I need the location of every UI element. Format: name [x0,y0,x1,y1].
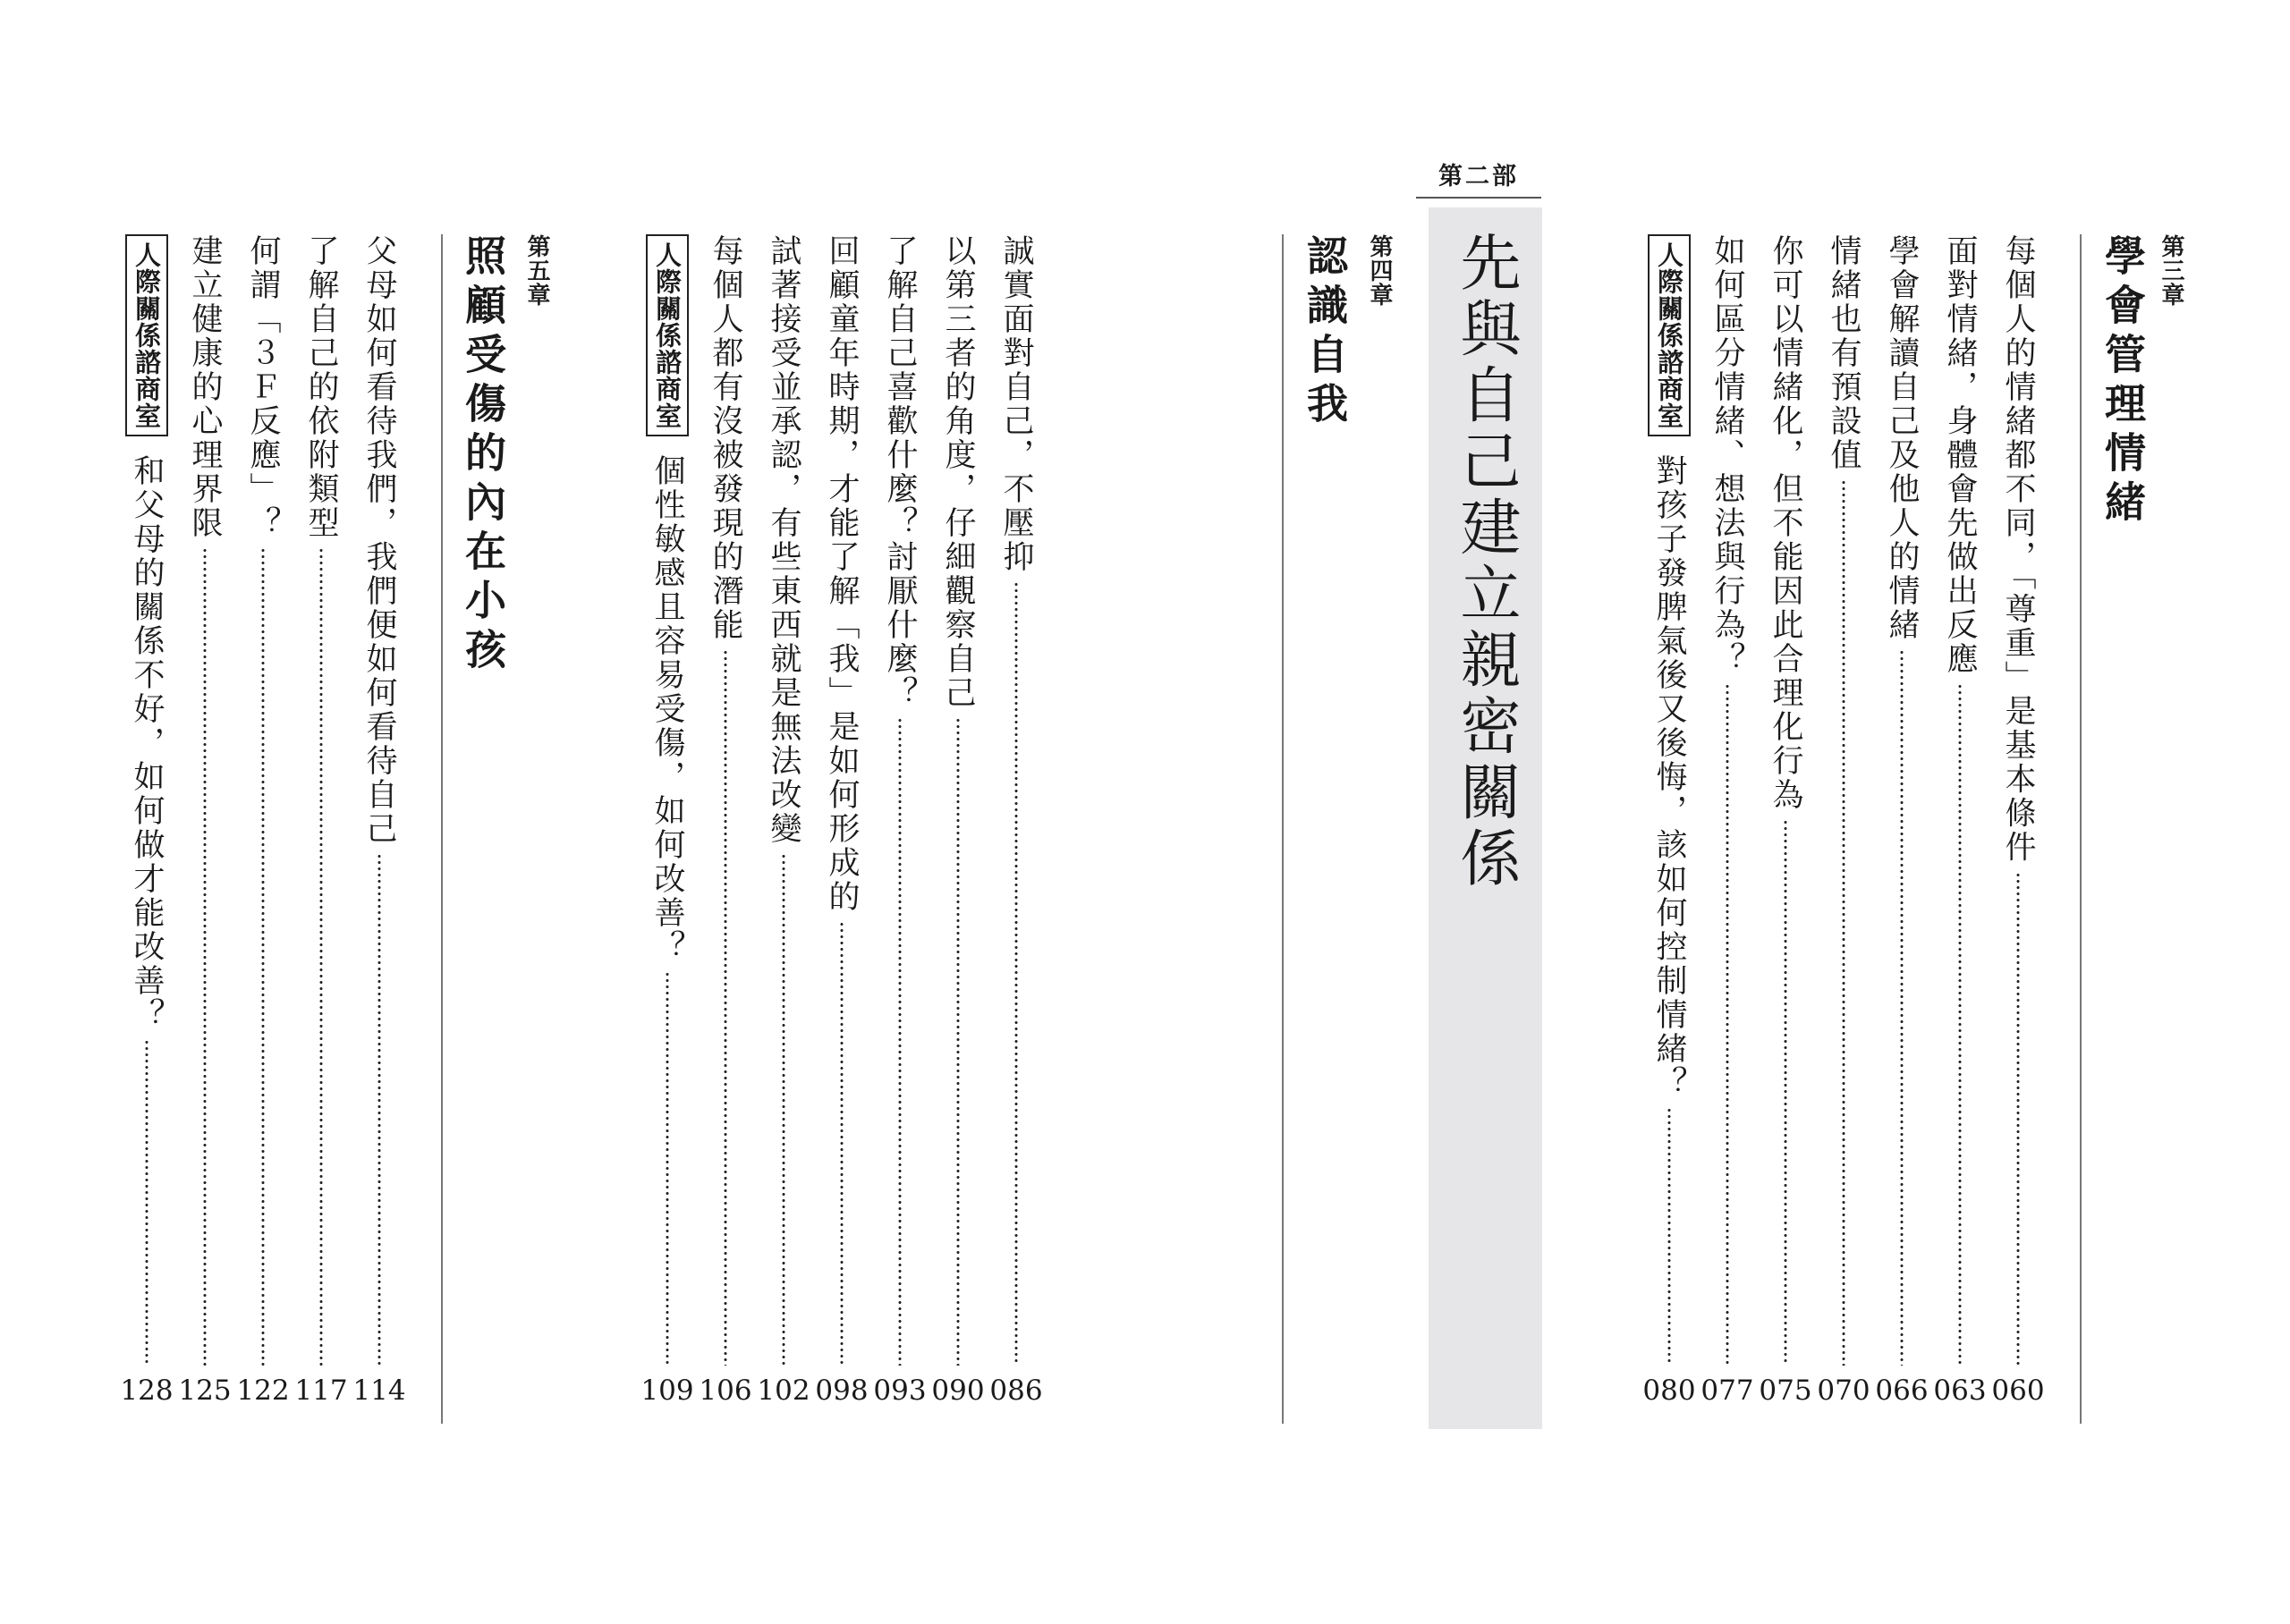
toc-page-number: 070 [1817,1374,1870,1407]
toc-entry-text: 每個人都有沒被發現的潛能 [708,234,743,642]
toc-entry-ch5-4[interactable] [178,234,232,1407]
dot-leader [1706,683,1749,1366]
toc-entry-ch3-4[interactable] [1817,234,1870,1407]
toc-entry-text: 試著接受並承認，有些東西就是無法改變 [766,234,802,846]
part-label: 第二部 [1438,163,1519,190]
dot-leader [1822,479,1865,1366]
toc-page-number: 060 [1991,1374,2045,1407]
toc-entry-ch3-1[interactable] [1991,234,2045,1407]
toc-entry-ch4-4[interactable] [815,234,869,1407]
dot-leader [242,547,284,1366]
dot-leader [1648,1107,1691,1366]
chapter4-title: 認識自我 [1301,234,1349,431]
toc-entry-text: 情緒也有預設值 [1826,234,1862,472]
dot-leader [1764,819,1807,1366]
toc-page-number: 080 [1642,1374,1696,1407]
toc-entry-ch5-5[interactable] [120,234,174,1407]
toc-entry-ch4-1[interactable] [989,234,1043,1407]
toc-entry-ch4-3[interactable] [873,234,927,1407]
chapter3-title: 學會管理情緒 [2099,234,2147,529]
toc-entry-ch4-5[interactable] [757,234,810,1407]
dot-leader [820,921,863,1366]
toc-entry-ch5-3[interactable] [236,234,290,1407]
counseling-room-label: 人際關係諮商室 [646,234,689,436]
toc-entry-text: 何謂「３Ｆ反應」？ [245,234,281,540]
toc-entry-ch5-1[interactable] [352,234,406,1407]
dot-leader [300,547,343,1366]
toc-entry-ch3-7[interactable] [1642,234,1696,1407]
dot-leader [646,971,689,1366]
chapter4-rule [1282,234,1284,1424]
toc-page-number: 098 [815,1374,869,1407]
toc-entry-text: 回顧童年時期，才能了解「我」是如何形成的 [824,234,860,914]
chapter5-title: 照顧受傷的內在小孩 [459,234,507,677]
toc-page-number: 063 [1933,1374,1987,1407]
toc-page-number: 066 [1875,1374,1929,1407]
chapter5-number: 第五章 [523,234,550,307]
toc-page-number: 077 [1701,1374,1754,1407]
chapter5-rule [441,234,443,1424]
dot-leader [1938,683,1981,1366]
toc-entry-ch3-5[interactable] [1759,234,1812,1407]
toc-entry-text: 學會解讀自己及他人的情緒 [1884,234,1920,642]
dot-leader [762,853,805,1366]
toc-entry-ch3-3[interactable] [1875,234,1929,1407]
toc-page-number: 075 [1759,1374,1812,1407]
dot-leader [878,717,921,1366]
dot-leader [995,581,1038,1366]
toc-entry-text: 了解自己的依附類型 [303,234,339,540]
toc-page-number: 114 [352,1374,406,1407]
toc-page-number: 125 [178,1374,232,1407]
toc-page-number: 109 [640,1374,694,1407]
dot-leader [1997,872,2040,1366]
toc-entry-ch4-6[interactable] [699,234,752,1407]
toc-entry-text: 對孩子發脾氣後又後悔，該如何控制情緒？ [1651,454,1687,1100]
toc-page-number: 090 [931,1374,985,1407]
toc-page-number: 117 [294,1374,348,1407]
toc-page-number: 122 [236,1374,290,1407]
toc-entry-text: 建立健康的心理界限 [187,234,223,540]
dot-leader [937,717,980,1366]
counseling-room-label: 人際關係諮商室 [1648,234,1691,436]
part-title: 先與自己建立親密關係 [1450,231,1521,892]
dot-leader [125,1039,168,1366]
toc-entry-text: 如何區分情緒、想法與行為？ [1709,234,1745,676]
toc-page-number: 128 [120,1374,174,1407]
toc-entry-text: 你可以情緒化，但不能因此合理化行為 [1768,234,1803,812]
toc-entry-text: 誠實面對自己，不壓抑 [998,234,1034,574]
chapter3-rule [2080,234,2082,1424]
toc-entry-ch4-7[interactable] [640,234,694,1407]
dot-leader [183,547,226,1366]
dot-leader [1880,649,1923,1366]
toc-entry-ch5-2[interactable] [294,234,348,1407]
chapter4-number: 第四章 [1366,234,1393,307]
toc-page-number: 093 [873,1374,927,1407]
toc-entry-text: 以第三者的角度，仔細觀察自己 [940,234,976,710]
toc-entry-text: 個性敏感且容易受傷，如何改善？ [649,454,685,964]
counseling-room-label: 人際關係諮商室 [125,234,168,436]
toc-page-number: 106 [699,1374,752,1407]
toc-page-number: 086 [989,1374,1043,1407]
toc-entry-text: 面對情緒，身體會先做出反應 [1942,234,1978,676]
toc-entry-ch3-6[interactable] [1701,234,1754,1407]
toc-entry-text: 每個人的情緒都不同，「尊重」是基本條件 [2000,234,2036,865]
toc-entry-text: 父母如何看待我們，我們便如何看待自己 [361,234,397,846]
toc-entry-ch3-2[interactable] [1933,234,1987,1407]
chapter3-number: 第三章 [2158,234,2184,307]
dot-leader [704,649,747,1366]
toc-entry-text: 和父母的關係不好，如何做才能改善？ [129,454,165,1032]
toc-page-number: 102 [757,1374,810,1407]
toc-entry-text: 了解自己喜歡什麼？討厭什麼？ [882,234,918,710]
dot-leader [358,853,401,1366]
toc-entry-ch4-2[interactable] [931,234,985,1407]
part-rule [1416,197,1541,199]
